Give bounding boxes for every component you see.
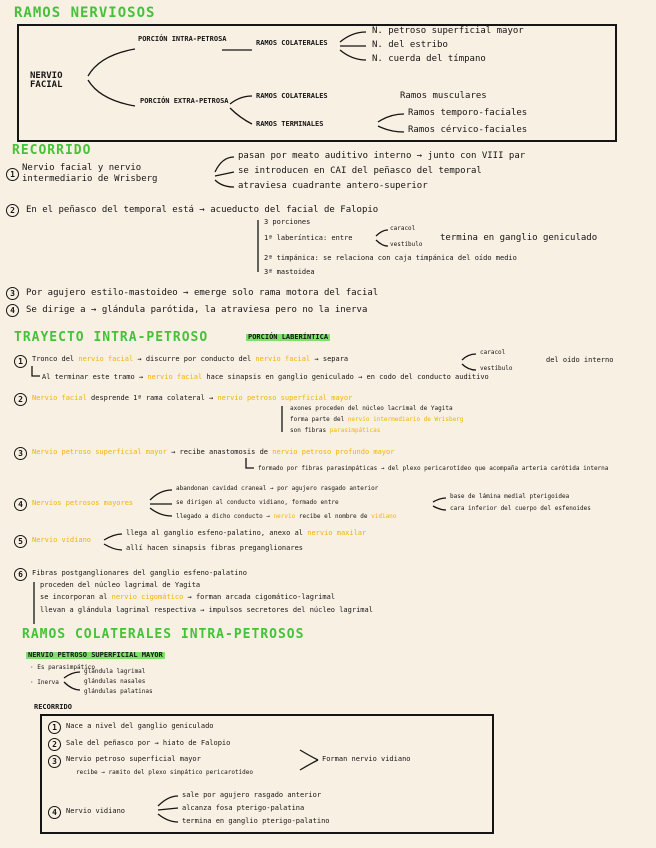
step-5	[14, 533, 29, 549]
text-segment: llega al ganglio esfeno-palatino, anexo al	[126, 529, 304, 537]
brace-line	[433, 506, 446, 510]
text-segment: forma parte del	[290, 416, 345, 423]
number-badge: 6	[14, 568, 27, 581]
gland-item: glándulas palatinas	[84, 688, 153, 695]
subsection-title: RECORRIDO	[34, 703, 72, 711]
step-1	[14, 353, 29, 369]
brace-line	[150, 490, 172, 500]
step-subitem	[290, 428, 380, 434]
step-subitem: abandonan cavidad craneal → por agujero rasgado anterior	[176, 485, 379, 492]
section-title: RECORRIDO	[12, 143, 92, 158]
brace-line	[462, 364, 476, 370]
step-text: Nervio petroso superficial mayor	[66, 755, 201, 763]
muscular-branches-label: Ramos musculares	[400, 91, 487, 101]
step-subitem: allí hacen sinapsis fibras preganglionares	[126, 544, 304, 552]
brace-line	[64, 672, 80, 678]
number-badge: 2	[48, 738, 61, 751]
step-4	[14, 496, 29, 512]
text-segment: → separa	[314, 355, 349, 363]
step-text: del oído interno	[546, 356, 614, 364]
intra-petrosa-label: PORCIÓN INTRA-PETROSA	[138, 35, 227, 43]
number-badge: 4	[14, 498, 27, 511]
highlighted-term: Nervios petrosos mayores	[32, 499, 134, 507]
text-segment: → forman arcada cigomático-lagrimal	[187, 593, 336, 601]
highlighted-term: Nervio facial	[32, 394, 87, 402]
organ-item: vestíbulo	[480, 365, 513, 372]
number-badge: 3	[48, 755, 61, 768]
brace-line	[433, 498, 446, 502]
highlighted-term: nervio facial	[147, 373, 203, 381]
highlight-badge: PORCIÓN LABERÍNTICA	[248, 333, 329, 341]
portion-item: 2ª timpánica: se relaciona con caja timpánica del oído medio	[264, 254, 517, 262]
step-subitem: alcanza fosa pterigo-palatina	[182, 804, 305, 812]
bullet-item: · Inerva	[30, 679, 59, 686]
gland-item: glándulas nasales	[84, 678, 146, 685]
step-1	[48, 719, 63, 735]
bracket-line	[246, 458, 254, 468]
step-subitem: sale por agujero rasgado anterior	[182, 791, 322, 799]
step-subitem: proceden del núcleo lagrimal de Yagita	[40, 581, 201, 589]
brace-line	[215, 157, 234, 172]
terminal-branches-label: RAMOS TERMINALES	[256, 120, 324, 128]
highlighted-term: nervio cigomático	[111, 593, 184, 601]
step-subitem: recibe → ramito del plexo simpático pericarotídeo	[76, 769, 254, 776]
step-3-label: Por agujero estilo-mastoideo → emerge solo rama motora del facial	[26, 288, 379, 298]
step-subitem: termina en ganglio pterigo-palatino	[182, 817, 330, 825]
brace-line	[104, 544, 122, 550]
portion-item: 3ª mastoidea	[264, 268, 315, 276]
number-badge: 4	[48, 806, 61, 819]
highlight-badge: NERVIO PETROSO SUPERFICIAL MAYOR	[28, 651, 163, 659]
step-1	[6, 166, 21, 182]
brace-line	[376, 230, 388, 236]
number-badge: 3	[6, 287, 19, 300]
step-2-label: En el peñasco del temporal está → acueducto del facial de Falopio	[26, 205, 379, 215]
step-text	[42, 374, 489, 381]
step-3	[6, 285, 21, 301]
highlighted-term: nervio intermediario de Wrisberg	[347, 416, 464, 423]
step-3	[48, 753, 63, 769]
step-3	[14, 445, 29, 461]
highlighted-term: nervio maxilar	[307, 529, 367, 537]
portion-item: termina en ganglio geniculado	[440, 233, 598, 243]
step-subitem: se dirigen al conducto vidiano, formado entre	[176, 499, 339, 506]
brace-line	[104, 534, 122, 540]
gland-item: glándula lagrimal	[84, 668, 146, 675]
highlighted-term: Nervio petroso superficial mayor	[32, 448, 167, 456]
branch-item: N. del estribo	[372, 40, 448, 50]
brace-line	[215, 180, 234, 187]
text-segment: son fibras	[290, 427, 327, 434]
branch-item: N. petroso superficial mayor	[372, 26, 524, 36]
step-subitem: llevan a glándula lagrimal respectiva → impulsos secretores del núcleo lagrimal	[40, 606, 373, 614]
highlighted-term: parasimpáticas	[329, 427, 381, 434]
portion-item: caracol	[390, 225, 416, 232]
bracket-line	[32, 366, 40, 376]
text-segment: se incorporan al	[40, 593, 108, 601]
text-segment: Al terminar este tramo →	[42, 373, 144, 381]
brace-line	[376, 240, 388, 246]
portions-label: 3 porciones	[264, 218, 311, 226]
step-text: Fibras postganglionares del ganglio esfeno-palatino	[32, 569, 247, 577]
text-segment: Tronco del	[32, 355, 75, 363]
number-badge: 5	[14, 535, 27, 548]
step-text	[32, 449, 394, 456]
section-title: RAMOS COLATERALES INTRA-PETROSOS	[22, 627, 305, 642]
step-text: Forman nervio vidiano	[322, 755, 411, 763]
number-badge: 3	[14, 447, 27, 460]
number-badge: 4	[6, 304, 19, 317]
step-1-label: Nervio facial y nervio intermediario de Wrisberg	[22, 163, 158, 184]
text-segment: → discurre por conducto del	[137, 355, 252, 363]
step-subitem	[126, 530, 366, 537]
step-4	[48, 804, 63, 820]
step-text: Sale del peñasco por → hiato de Falopio	[66, 739, 231, 747]
number-badge: 1	[6, 168, 19, 181]
number-badge: 2	[14, 393, 27, 406]
step-subitem: cara inferior del cuerpo del esfenoides	[450, 505, 591, 512]
highlighted-term: nervio facial	[78, 355, 134, 363]
highlighted-term: nervio petroso superficial mayor	[217, 394, 353, 402]
facial-nerve-label: NERVIO FACIAL	[30, 71, 63, 90]
step-1-item: pasan por meato auditivo interno → junto con VIII par	[238, 151, 526, 161]
text-segment: desprende 1ª rama colateral →	[91, 394, 214, 402]
text-segment: recibe el nombre de	[298, 513, 368, 520]
step-2	[48, 736, 63, 752]
step-subitem	[40, 594, 335, 601]
organ-item: caracol	[480, 349, 506, 356]
colateral-branches-label: RAMOS COLATERALES	[256, 92, 328, 100]
terminal-item: Ramos cérvico-faciales	[408, 125, 528, 135]
section-title: TRAYECTO INTRA-PETROSO	[14, 330, 209, 345]
brace-line	[150, 508, 172, 516]
step-2	[14, 391, 29, 407]
step-2	[6, 202, 21, 218]
portion-item: vestíbulo	[390, 241, 423, 248]
text-segment: hace sinapsis en ganglio geniculado → en codo del conducto auditivo	[206, 373, 489, 381]
step-1-item: se introducen en CAI del peñasco del temporal	[238, 166, 482, 176]
text-segment: Inerva	[37, 679, 59, 686]
colateral-branches-label: RAMOS COLATERALES	[256, 39, 328, 47]
step-subitem: axones proceden del núcleo lacrimal de Yagita	[290, 405, 453, 412]
step-text	[32, 395, 352, 402]
section-title: RAMOS NERVIOSOS	[14, 5, 156, 21]
highlighted-term: Nervio vidiano	[32, 536, 92, 544]
step-subitem: base de lámina medial pterigoidea	[450, 493, 570, 500]
step-text: Nervio vidiano	[66, 807, 126, 815]
text-segment: → recibe anastomosis de	[171, 448, 269, 456]
number-badge: 1	[14, 355, 27, 368]
extra-petrosa-label: PORCIÓN EXTRA-PETROSA	[140, 97, 229, 105]
highlighted-term: nervio	[273, 513, 296, 520]
step-text: Nace a nivel del ganglio geniculado	[66, 722, 214, 730]
highlighted-term: nervio petroso profundo mayor	[272, 448, 395, 456]
brace-line	[64, 682, 80, 690]
brace-line	[215, 172, 234, 176]
step-1-item: atraviesa cuadrante antero-superior	[238, 181, 428, 191]
step-text	[32, 356, 348, 363]
step-subitem	[176, 514, 396, 520]
number-badge: 2	[6, 204, 19, 217]
branch-item: N. cuerda del tímpano	[372, 54, 486, 64]
step-subitem	[290, 417, 463, 423]
terminal-item: Ramos temporo-faciales	[408, 108, 528, 118]
portion-item: 1ª laberíntica: entre	[264, 234, 353, 242]
step-4-label: Se dirige a → glándula parótida, la atraviesa pero no la inerva	[26, 305, 368, 315]
highlighted-term: nervio facial	[255, 355, 311, 363]
text-segment: llegado a dicho conducto →	[176, 513, 270, 520]
step-6	[14, 566, 29, 582]
step-4	[6, 302, 21, 318]
step-subitem: formado por fibras parasimpáticas → del plexo pericarotídeo que acompaña arteria carótida interna	[258, 465, 609, 472]
brace-line	[462, 354, 476, 360]
highlighted-term: vidiano	[371, 513, 397, 520]
number-badge: 1	[48, 721, 61, 734]
bullet-item: · Es parasimpático	[30, 664, 96, 671]
text-segment: Es parasimpático	[37, 664, 96, 671]
